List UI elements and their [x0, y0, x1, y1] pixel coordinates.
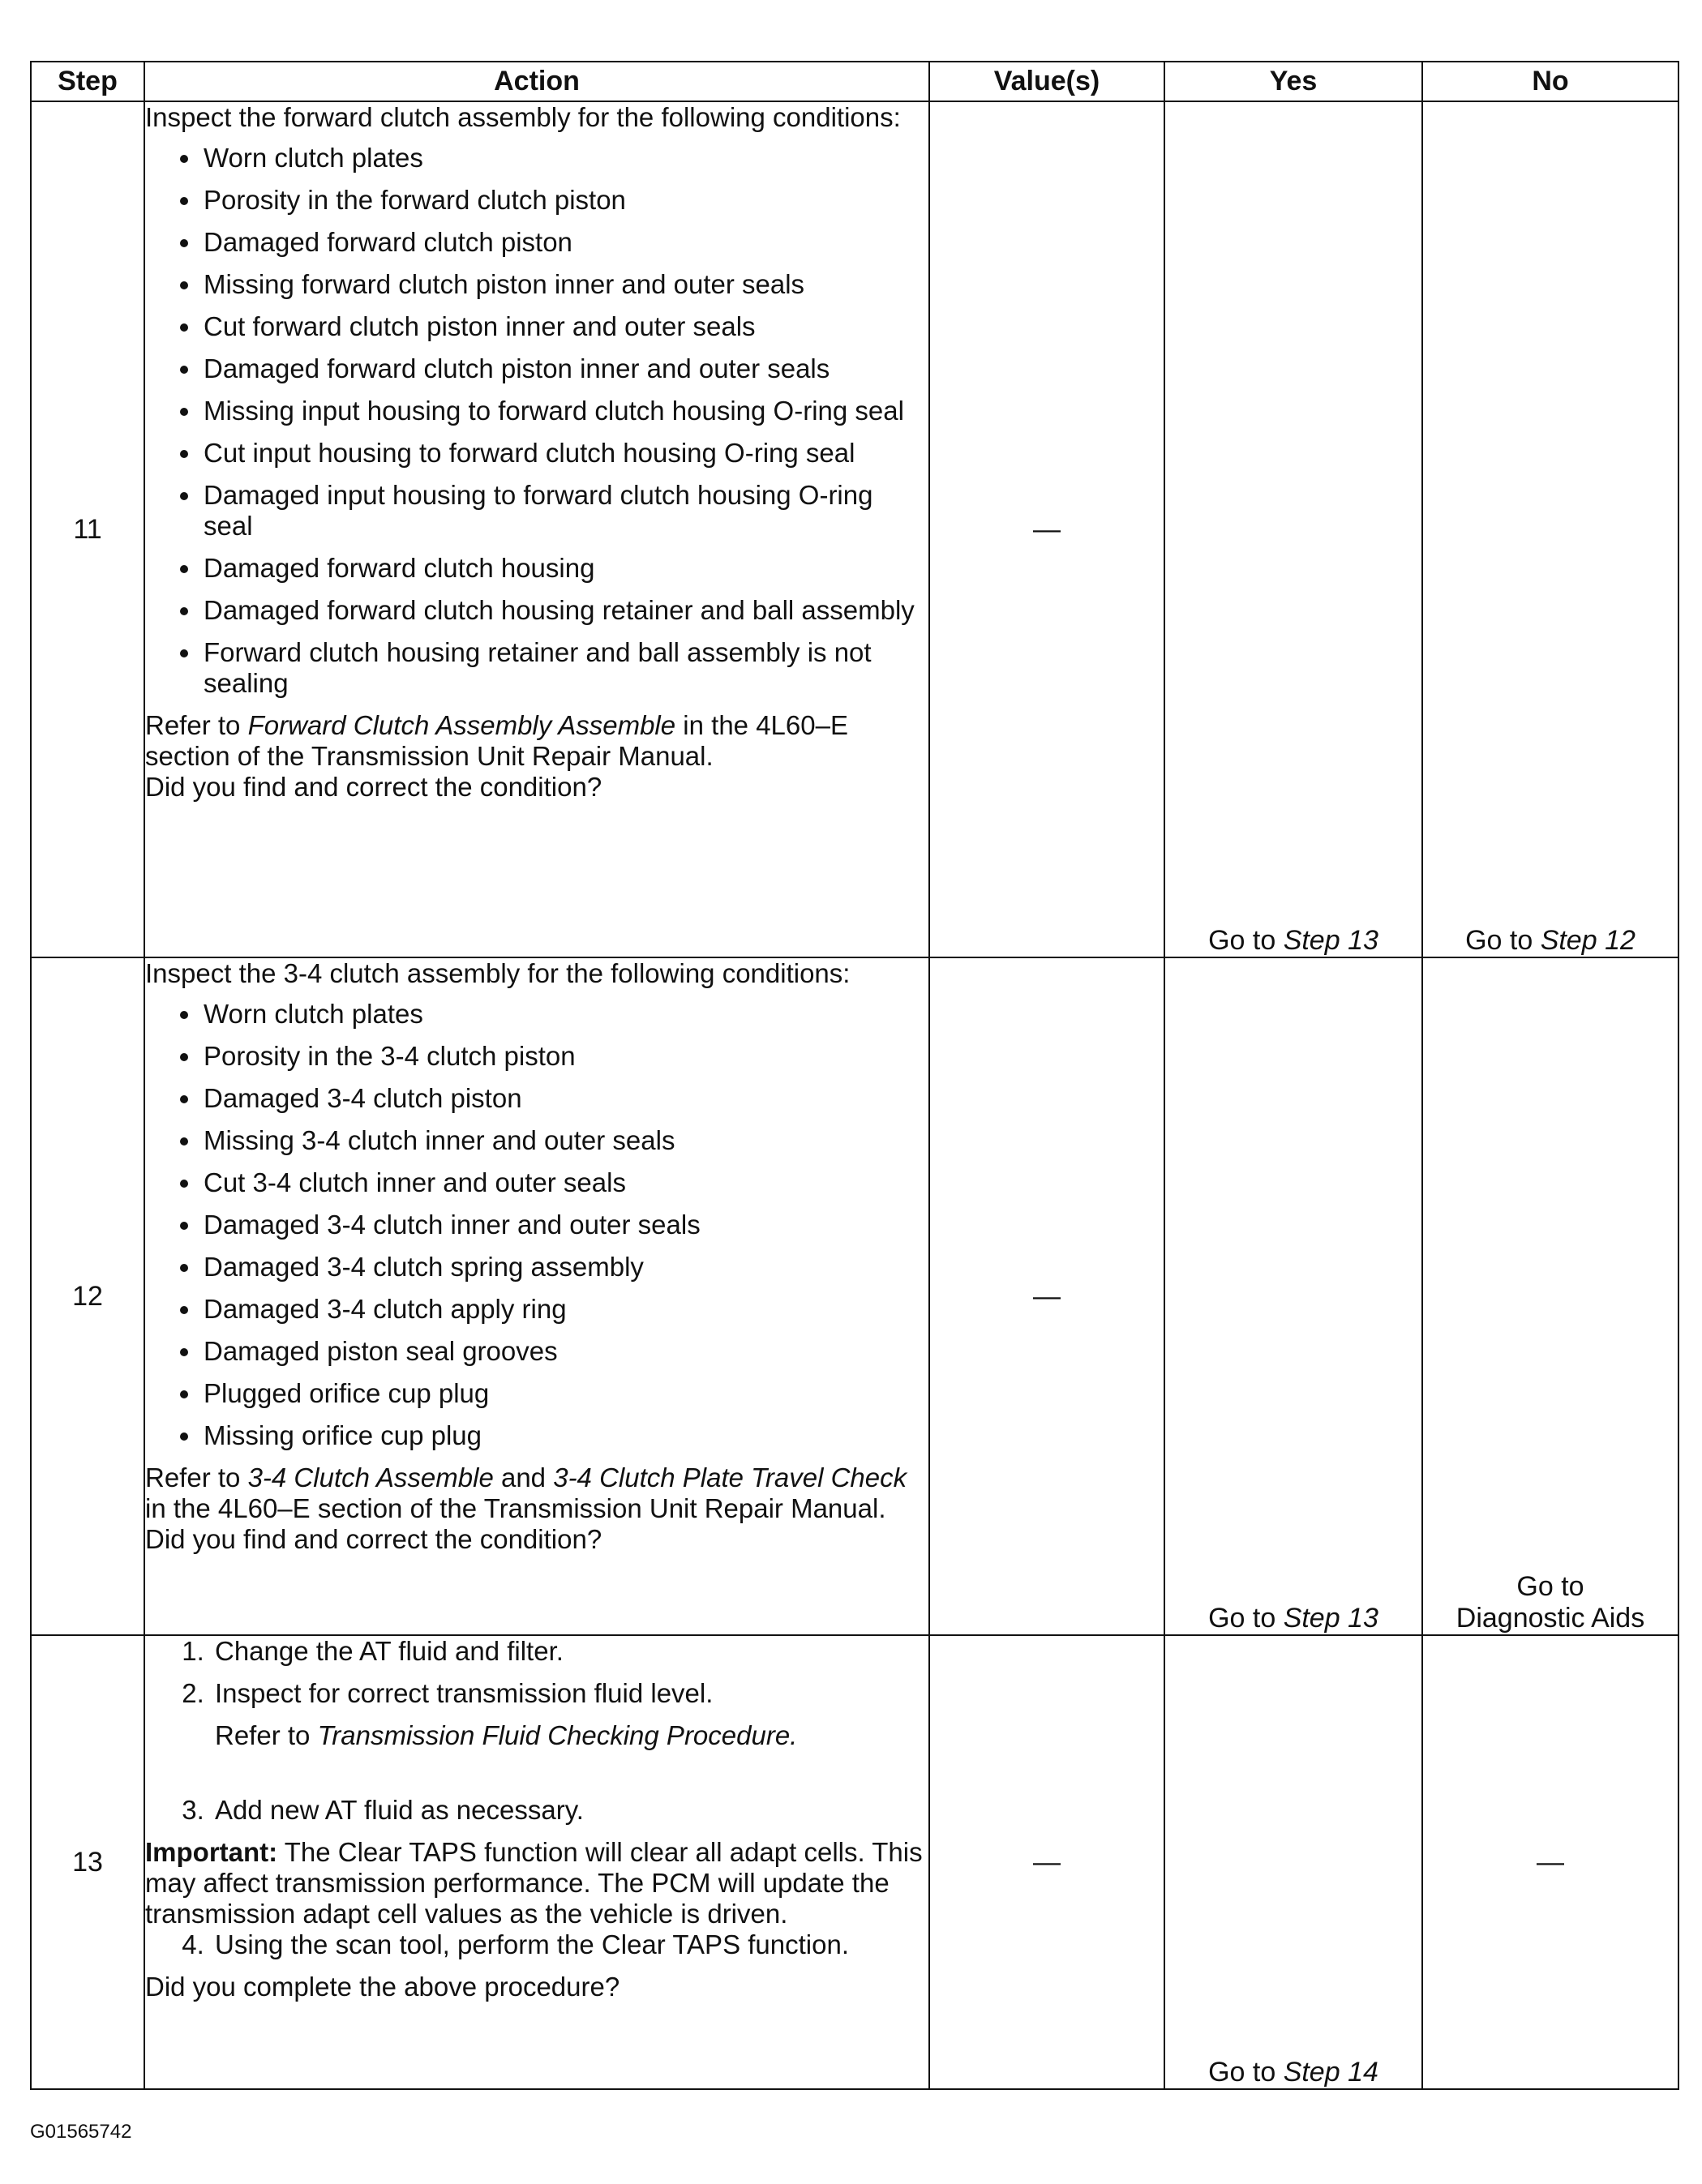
reference-suffix: in the 4L60–E section of the Transmission Unit Repair Manual. — [145, 710, 848, 771]
reference-title-2: 3-4 Clutch Plate Travel Check — [553, 1462, 907, 1492]
list-item: • Missing 3-4 clutch inner and outer seals — [202, 1125, 928, 1156]
list-item: • Damaged 3-4 clutch piston — [202, 1083, 928, 1114]
header-action: Action — [144, 62, 929, 101]
list-item: • Forward clutch housing retainer and ball assembly is not sealing — [202, 637, 928, 699]
yes-step-link: Step 13 — [1283, 1603, 1378, 1634]
procedure-list — [145, 1636, 928, 1826]
list-item: • Damaged 3-4 clutch inner and outer seals — [202, 1210, 928, 1240]
yes-cell — [1164, 1635, 1422, 2089]
yes-step-link: Step 14 — [1283, 2057, 1378, 2088]
yes-prefix: Go to — [1208, 2057, 1284, 2088]
list-item: • Damaged forward clutch housing retainer and ball assembly — [202, 595, 928, 626]
reference-prefix: Refer to — [215, 1720, 318, 1750]
condition-list — [145, 999, 928, 1451]
important-text: The Clear TAPS function will clear all adapt cells. This may affect transmission performance. The PCM will update the transmission adapt cell values as the vehicle is driven. — [145, 1837, 923, 1929]
step-number: 12 — [31, 957, 144, 1635]
action-question: Did you complete the above procedure? — [145, 1972, 620, 2002]
reference-joiner: and — [493, 1462, 554, 1492]
yes-cell — [1164, 101, 1422, 957]
list-item: • Porosity in the 3-4 clutch piston — [202, 1041, 928, 1072]
reference-suffix: in the 4L60–E section of the Transmission Unit Repair Manual. — [145, 1493, 886, 1523]
list-item: • Missing orifice cup plug — [202, 1420, 928, 1451]
header-values: Value(s) — [929, 62, 1164, 101]
no-cell — [1422, 101, 1678, 957]
step-number: 11 — [31, 101, 144, 957]
procedure-list-continued — [145, 1929, 928, 1960]
list-item: 1. Change the AT fluid and filter. — [212, 1636, 928, 1667]
no-prefix: Go to — [1516, 1571, 1584, 1602]
yes-prefix: Go to — [1208, 1603, 1284, 1634]
table-row-step-12 — [31, 957, 1678, 1635]
header-step: Step — [31, 62, 144, 101]
action-question: Did you find and correct the condition? — [145, 772, 602, 802]
yes-prefix: Go to — [1208, 925, 1284, 956]
list-item: • Damaged input housing to forward clutch housing O-ring seal — [202, 480, 928, 542]
yes-cell — [1164, 957, 1422, 1635]
action-cell — [144, 1635, 929, 2089]
no-target: Diagnostic Aids — [1455, 1603, 1645, 1634]
reference-prefix: Refer to — [145, 1462, 248, 1492]
step-number: 13 — [31, 1635, 144, 2089]
table-row-step-13 — [31, 1635, 1678, 2089]
reference-title: Transmission Fluid Checking Procedure. — [317, 1720, 798, 1750]
diagnostic-table — [30, 61, 1679, 2090]
important-label: Important: — [145, 1837, 278, 1867]
action-intro: Inspect the forward clutch assembly for the following conditions: — [145, 102, 901, 132]
list-item: • Cut 3-4 clutch inner and outer seals — [202, 1167, 928, 1198]
list-item: • Damaged 3-4 clutch spring assembly — [202, 1252, 928, 1283]
list-item: 3. Add new AT fluid as necessary. — [212, 1795, 928, 1826]
action-intro: Inspect the 3-4 clutch assembly for the following conditions: — [145, 958, 851, 988]
list-item: • Missing forward clutch piston inner and outer seals — [202, 269, 928, 300]
list-item — [212, 1678, 928, 1784]
no-prefix: Go to — [1465, 925, 1541, 956]
value-cell: — — [929, 101, 1164, 957]
sub-reference — [215, 1720, 928, 1751]
reference-title: Forward Clutch Assembly Assemble — [247, 710, 676, 740]
reference-prefix: Refer to — [145, 710, 248, 740]
no-cell — [1422, 957, 1678, 1635]
list-item: • Cut input housing to forward clutch housing O-ring seal — [202, 438, 928, 469]
list-item: • Damaged forward clutch housing — [202, 553, 928, 584]
manual-reference — [145, 1462, 928, 1524]
list-item: • Damaged 3-4 clutch apply ring — [202, 1294, 928, 1325]
list-item: • Damaged piston seal grooves — [202, 1336, 928, 1367]
header-no: No — [1422, 62, 1678, 101]
action-cell — [144, 957, 929, 1635]
action-question: Did you find and correct the condition? — [145, 1524, 602, 1554]
procedure-text: Inspect for correct transmission fluid level. — [215, 1678, 714, 1708]
figure-id: G01565742 — [30, 2121, 132, 2143]
list-item: • Plugged orifice cup plug — [202, 1378, 928, 1409]
list-item: • Damaged forward clutch piston — [202, 227, 928, 258]
reference-title: 3-4 Clutch Assemble — [247, 1462, 494, 1492]
value-cell: — — [929, 957, 1164, 1635]
yes-step-link: Step 13 — [1283, 925, 1378, 956]
action-cell — [144, 101, 929, 957]
list-item: • Cut forward clutch piston inner and outer seals — [202, 311, 928, 342]
list-item: • Worn clutch plates — [202, 999, 928, 1030]
list-item: • Damaged forward clutch piston inner and outer seals — [202, 353, 928, 384]
value-cell: — — [929, 1635, 1164, 2089]
no-cell: — — [1422, 1635, 1678, 2089]
header-yes: Yes — [1164, 62, 1422, 101]
list-item: • Worn clutch plates — [202, 143, 928, 173]
header-row — [31, 62, 1678, 101]
important-note — [145, 1837, 928, 1929]
table-row-step-11 — [31, 101, 1678, 957]
condition-list — [145, 143, 928, 699]
manual-reference — [145, 710, 928, 772]
no-step-link: Step 12 — [1540, 925, 1636, 956]
list-item: • Missing input housing to forward clutch housing O-ring seal — [202, 396, 928, 426]
list-item: 4. Using the scan tool, perform the Clear TAPS function. — [212, 1929, 928, 1960]
list-item: • Porosity in the forward clutch piston — [202, 185, 928, 216]
